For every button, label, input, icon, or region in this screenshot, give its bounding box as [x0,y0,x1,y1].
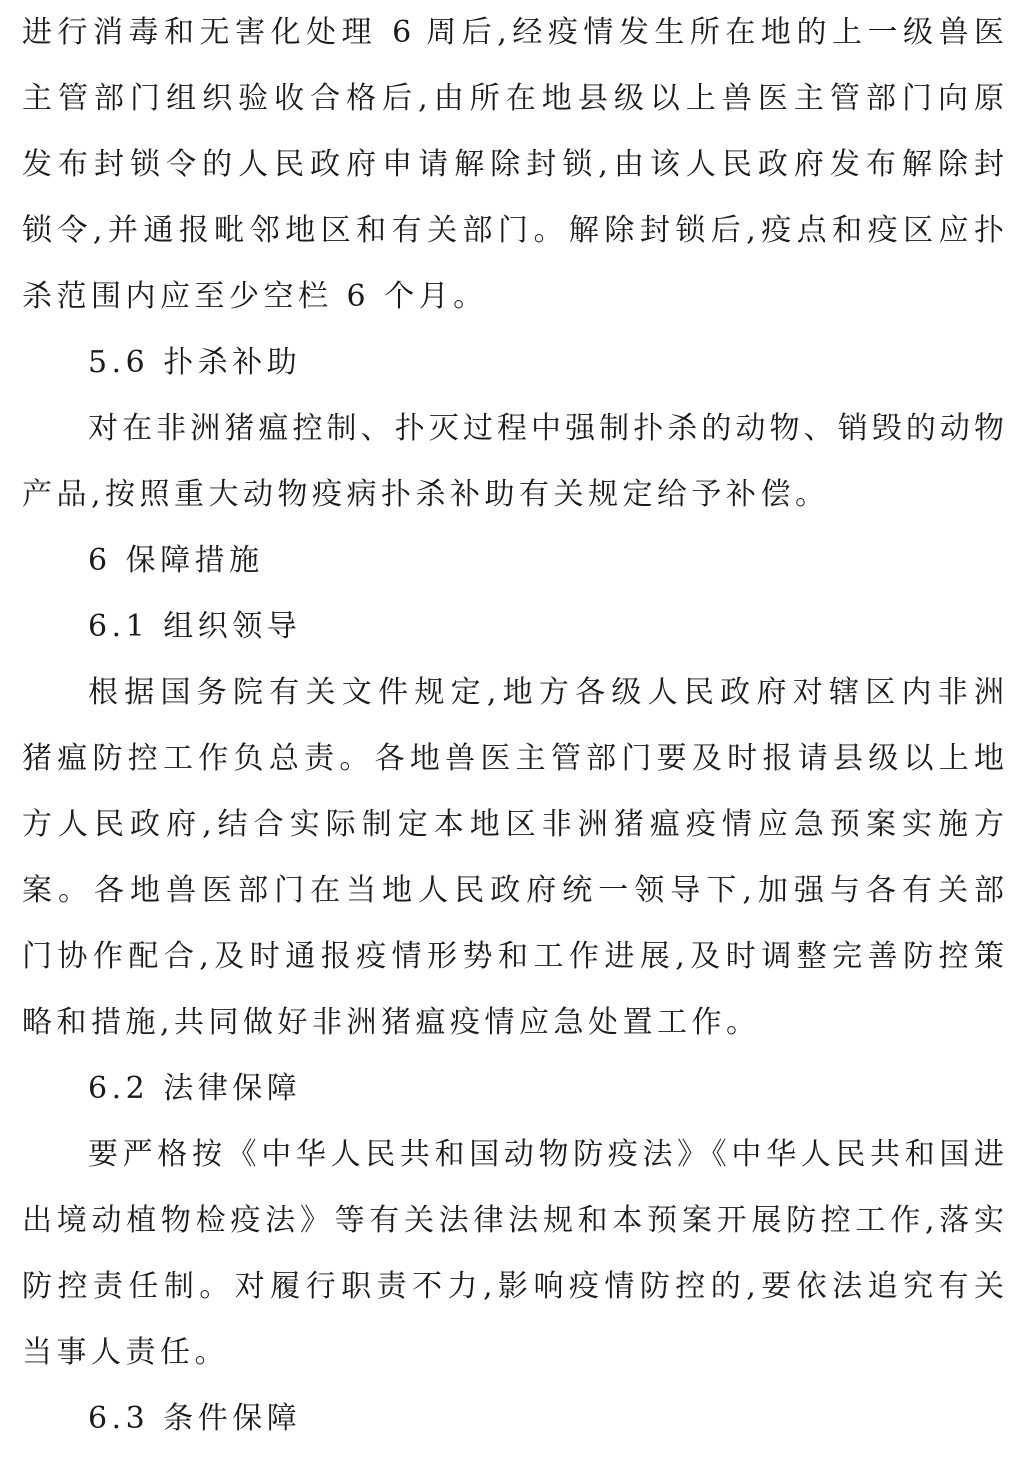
section-heading: 6.1 组织领导 [88,609,302,644]
text-line: 对在非洲猪瘟控制、扑灭过程中强制扑杀的动物、销毁的动物 [88,411,1004,446]
section-heading: 6.2 法律保障 [88,1071,302,1106]
document-page [22,0,1004,1452]
text-line: 要严格按《中华人民共和国动物防疫法》《中华人民共和国进 [88,1137,1004,1172]
text-line: 案。各地兽医部门在当地人民政府统一领导下,加强与各有关部 [22,873,1004,908]
text-line: 防控责任制。对履行职责不力,影响疫情防控的,要依法追究有关 [22,1269,1004,1304]
text-line: 猪瘟防控工作负总责。各地兽医主管部门要及时报请县级以上地 [22,741,1004,776]
section-heading: 5.6 扑杀补助 [88,345,302,380]
text-line: 当事人责任。 [22,1335,229,1370]
section-heading: 6 保障措施 [88,543,264,578]
text-line: 杀范围内应至少空栏 6 个月。 [22,279,488,314]
text-line: 门协作配合,及时通报疫情形势和工作进展,及时调整完善防控策 [22,939,1004,974]
text-line: 略和措施,共同做好非洲猪瘟疫情应急处置工作。 [22,1005,761,1040]
text-line: 方人民政府,结合实际制定本地区非洲猪瘟疫情应急预案实施方 [22,807,1004,842]
text-line: 主管部门组织验收合格后,由所在地县级以上兽医主管部门向原 [22,81,1004,116]
text-line: 出境动植物检疫法》等有关法律法规和本预案开展防控工作,落实 [22,1203,1004,1238]
text-line: 产品,按照重大动物疫病扑杀补助有关规定给予补偿。 [22,477,830,512]
section-heading: 6.3 条件保障 [88,1401,302,1436]
text-line: 发布封锁令的人民政府申请解除封锁,由该人民政府发布解除封 [22,147,1004,182]
text-line: 进行消毒和无害化处理 6 周后,经疫情发生所在地的上一级兽医 [22,15,1004,50]
text-line: 根据国务院有关文件规定,地方各级人民政府对辖区内非洲 [88,675,1004,710]
text-line: 锁令,并通报毗邻地区和有关部门。解除封锁后,疫点和疫区应扑 [22,213,1004,248]
